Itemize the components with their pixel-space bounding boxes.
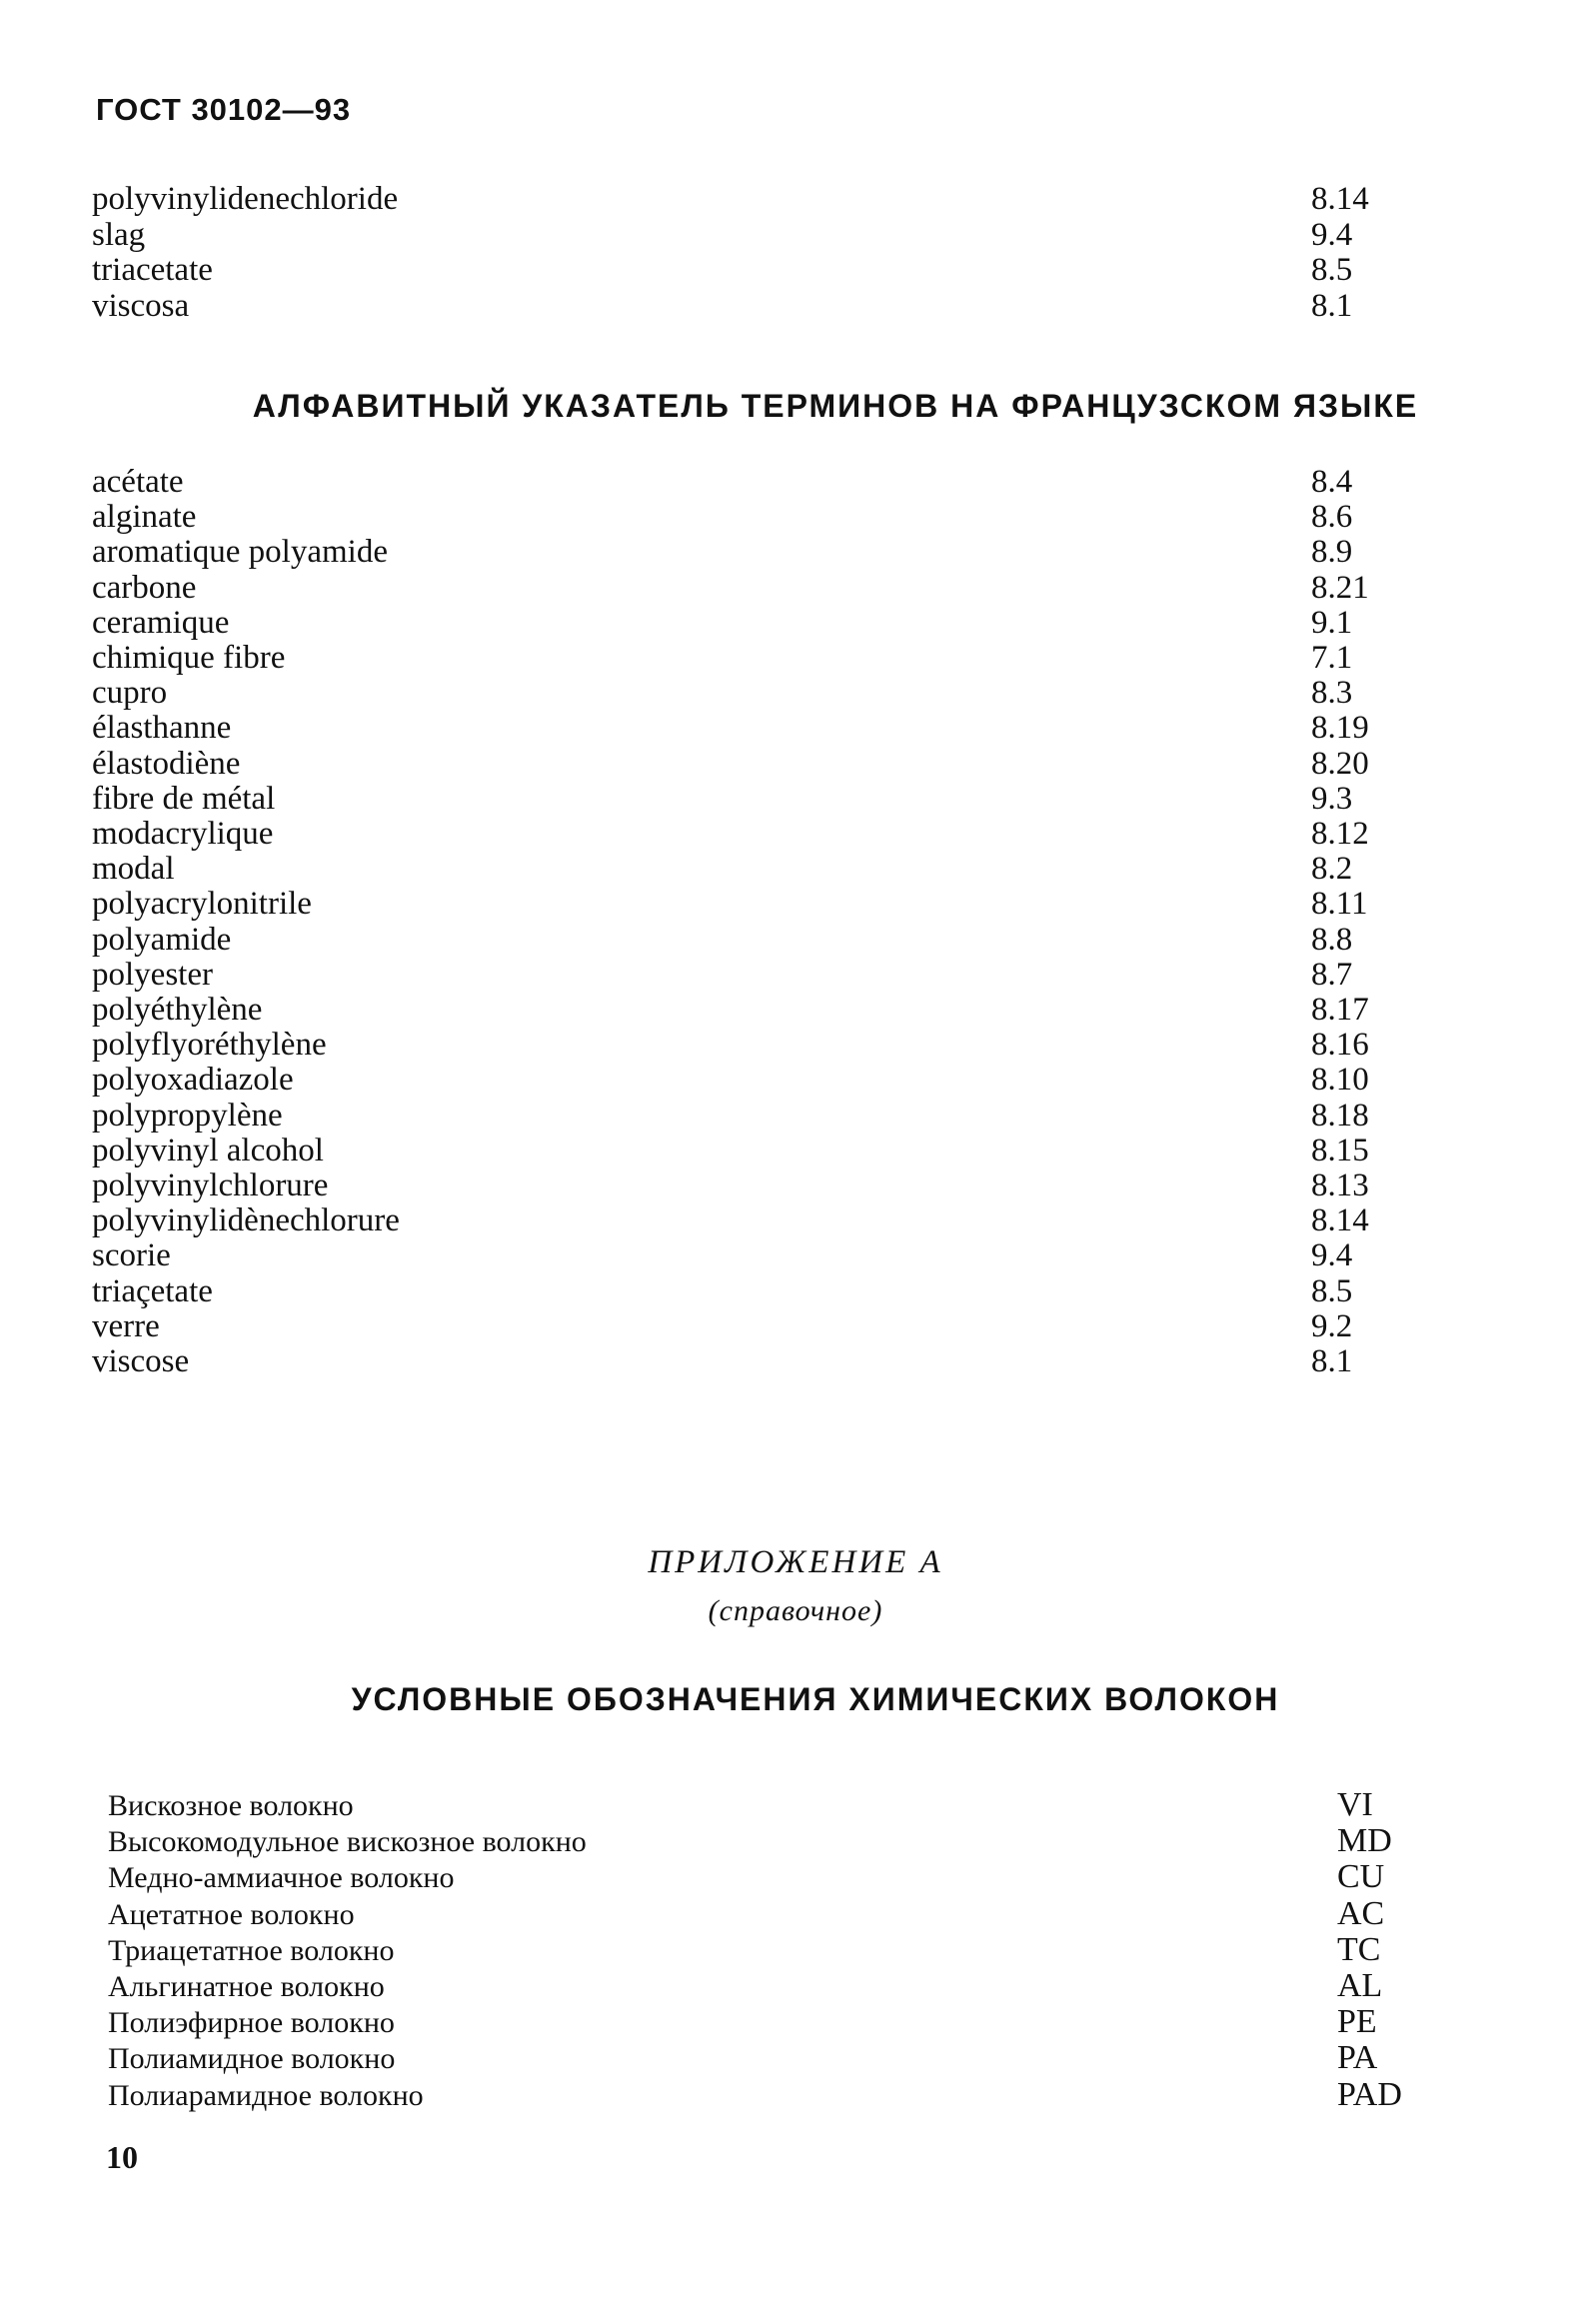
term: polyvinyl alcohol bbox=[92, 1132, 324, 1168]
term-reference: 8.5 bbox=[1311, 1272, 1353, 1309]
list-item bbox=[108, 1896, 1427, 1932]
french-index-heading: АЛФАВИТНЫЙ УКАЗАТЕЛЬ ТЕРМИНОВ НА ФРАНЦУЗСКОМ ЯЗЫКЕ bbox=[252, 388, 1419, 424]
term-reference: 8.16 bbox=[1311, 1027, 1369, 1064]
term: triacetate bbox=[92, 252, 213, 288]
list-item bbox=[108, 2004, 1427, 2040]
term-reference: 8.6 bbox=[1311, 499, 1353, 536]
term-reference: 8.20 bbox=[1311, 745, 1369, 782]
list-item bbox=[92, 817, 1411, 852]
list-item bbox=[92, 782, 1411, 817]
term-reference: 8.3 bbox=[1311, 675, 1353, 712]
list-item bbox=[92, 993, 1411, 1028]
list-item bbox=[92, 1099, 1411, 1134]
term-reference: 8.19 bbox=[1311, 710, 1369, 747]
term-reference: 8.21 bbox=[1311, 569, 1369, 606]
term: viscose bbox=[92, 1343, 190, 1380]
list-item bbox=[92, 218, 1411, 254]
term-reference: 8.18 bbox=[1311, 1097, 1369, 1134]
fiber-code: AL bbox=[1337, 1967, 1383, 2005]
term-reference: 8.4 bbox=[1311, 464, 1353, 500]
document-header: ГОСТ 30102—93 bbox=[96, 92, 352, 127]
fiber-code: PAD bbox=[1337, 2075, 1402, 2113]
fiber-code: PA bbox=[1337, 2039, 1378, 2077]
term: polyéthylène bbox=[92, 992, 263, 1029]
list-item bbox=[92, 711, 1411, 746]
term-reference: 8.2 bbox=[1311, 851, 1353, 888]
list-item bbox=[92, 747, 1411, 782]
term: polyvinylidenechloride bbox=[92, 181, 399, 217]
appendix-title: ПРИЛОЖЕНИЕ А bbox=[648, 1544, 943, 1580]
list-item bbox=[92, 887, 1411, 922]
list-item bbox=[92, 958, 1411, 993]
list-item bbox=[92, 1344, 1411, 1379]
list-item bbox=[92, 1028, 1411, 1063]
fiber-name: Вискозное волокно bbox=[108, 1789, 354, 1822]
list-item bbox=[108, 1968, 1427, 2004]
list-item bbox=[92, 923, 1411, 958]
list-item bbox=[92, 1309, 1411, 1344]
term: ceramique bbox=[92, 604, 230, 641]
fiber-name: Полиамидное волокно bbox=[108, 2042, 396, 2076]
fiber-code: PE bbox=[1337, 2003, 1377, 2041]
term: verre bbox=[92, 1307, 160, 1344]
list-item bbox=[92, 253, 1411, 289]
list-item bbox=[108, 2040, 1427, 2076]
list-item bbox=[108, 2077, 1427, 2113]
list-item bbox=[92, 289, 1411, 325]
term: élasthanne bbox=[92, 710, 232, 747]
list-item bbox=[108, 1787, 1427, 1823]
term-reference: 8.1 bbox=[1311, 1343, 1353, 1380]
term: polyamide bbox=[92, 921, 232, 958]
fiber-code: CU bbox=[1337, 1858, 1385, 1896]
term: cupro bbox=[92, 675, 168, 712]
list-item bbox=[92, 852, 1411, 887]
list-item bbox=[92, 641, 1411, 676]
list-item bbox=[108, 1932, 1427, 1968]
page-number: 10 bbox=[106, 2139, 138, 2175]
term-reference: 8.9 bbox=[1311, 534, 1353, 571]
term-reference: 8.15 bbox=[1311, 1132, 1369, 1168]
term: triaçetate bbox=[92, 1272, 213, 1309]
term-reference: 7.1 bbox=[1311, 640, 1353, 677]
term-reference: 8.17 bbox=[1311, 992, 1369, 1029]
list-item bbox=[108, 1859, 1427, 1895]
term-reference: 8.12 bbox=[1311, 816, 1369, 853]
term: polyoxadiazole bbox=[92, 1062, 294, 1099]
list-item bbox=[92, 465, 1411, 500]
term-reference: 8.1 bbox=[1311, 287, 1353, 324]
term-reference: 8.14 bbox=[1311, 181, 1369, 217]
term: viscosa bbox=[92, 287, 190, 324]
list-item bbox=[92, 182, 1411, 218]
fiber-name: Полиарамидное волокно bbox=[108, 2078, 424, 2112]
term-reference: 8.8 bbox=[1311, 921, 1353, 958]
term: carbone bbox=[92, 569, 197, 606]
term: scorie bbox=[92, 1237, 171, 1274]
term: modacrylique bbox=[92, 816, 274, 853]
fiber-name: Альгинатное волокно bbox=[108, 1970, 385, 2004]
term: polyester bbox=[92, 956, 213, 993]
term: modal bbox=[92, 851, 175, 888]
fiber-name: Ацетатное волокно bbox=[108, 1897, 355, 1931]
term-reference: 9.3 bbox=[1311, 780, 1353, 817]
list-item bbox=[108, 1823, 1427, 1859]
term: polypropylène bbox=[92, 1097, 283, 1134]
list-item bbox=[92, 500, 1411, 535]
term-reference: 8.7 bbox=[1311, 956, 1353, 993]
term: élastodiène bbox=[92, 745, 241, 782]
term-reference: 8.14 bbox=[1311, 1202, 1369, 1239]
term-reference: 8.10 bbox=[1311, 1062, 1369, 1099]
term: alginate bbox=[92, 499, 197, 536]
term-reference: 8.13 bbox=[1311, 1167, 1369, 1204]
term: slag bbox=[92, 216, 146, 253]
list-item bbox=[92, 1274, 1411, 1309]
fiber-name: Высокомодульное вискозное волокно bbox=[108, 1825, 587, 1859]
fiber-name: Полиэфирное волокно bbox=[108, 2006, 395, 2040]
list-item bbox=[92, 1063, 1411, 1098]
fiber-code: AC bbox=[1337, 1894, 1385, 1932]
term: polyvinylidènechlorure bbox=[92, 1202, 400, 1239]
list-item bbox=[92, 1168, 1411, 1203]
fiber-name: Медно-аммиачное волокно bbox=[108, 1861, 455, 1895]
term: aromatique polyamide bbox=[92, 534, 388, 571]
term: polyvinylchlorure bbox=[92, 1167, 329, 1204]
list-item bbox=[92, 676, 1411, 711]
list-item bbox=[92, 1203, 1411, 1238]
top-term-list bbox=[92, 182, 1411, 324]
term-reference: 8.11 bbox=[1311, 886, 1368, 923]
list-item bbox=[92, 1238, 1411, 1273]
french-index-list bbox=[92, 465, 1411, 1379]
fiber-code: TC bbox=[1337, 1930, 1381, 1968]
term-reference: 9.4 bbox=[1311, 216, 1353, 253]
term-reference: 9.2 bbox=[1311, 1307, 1353, 1344]
term: acétate bbox=[92, 464, 184, 500]
list-item bbox=[92, 606, 1411, 641]
list-item bbox=[92, 1134, 1411, 1168]
list-item bbox=[92, 535, 1411, 570]
appendix-subtitle: (справочное) bbox=[708, 1594, 883, 1627]
term-reference: 9.4 bbox=[1311, 1237, 1353, 1274]
appendix-heading: УСЛОВНЫЕ ОБОЗНАЧЕНИЯ ХИМИЧЕСКИХ ВОЛОКОН bbox=[351, 1681, 1280, 1717]
fiber-code: MD bbox=[1337, 1822, 1392, 1860]
term: polyacrylonitrile bbox=[92, 886, 312, 923]
term-reference: 8.5 bbox=[1311, 252, 1353, 288]
fiber-code-list bbox=[108, 1787, 1427, 2113]
term: chimique fibre bbox=[92, 640, 286, 677]
term: polyflyoréthylène bbox=[92, 1027, 327, 1064]
term-reference: 9.1 bbox=[1311, 604, 1353, 641]
fiber-code: VI bbox=[1337, 1786, 1373, 1823]
list-item bbox=[92, 571, 1411, 606]
term: fibre de métal bbox=[92, 780, 276, 817]
fiber-name: Триацетатное волокно bbox=[108, 1933, 395, 1967]
